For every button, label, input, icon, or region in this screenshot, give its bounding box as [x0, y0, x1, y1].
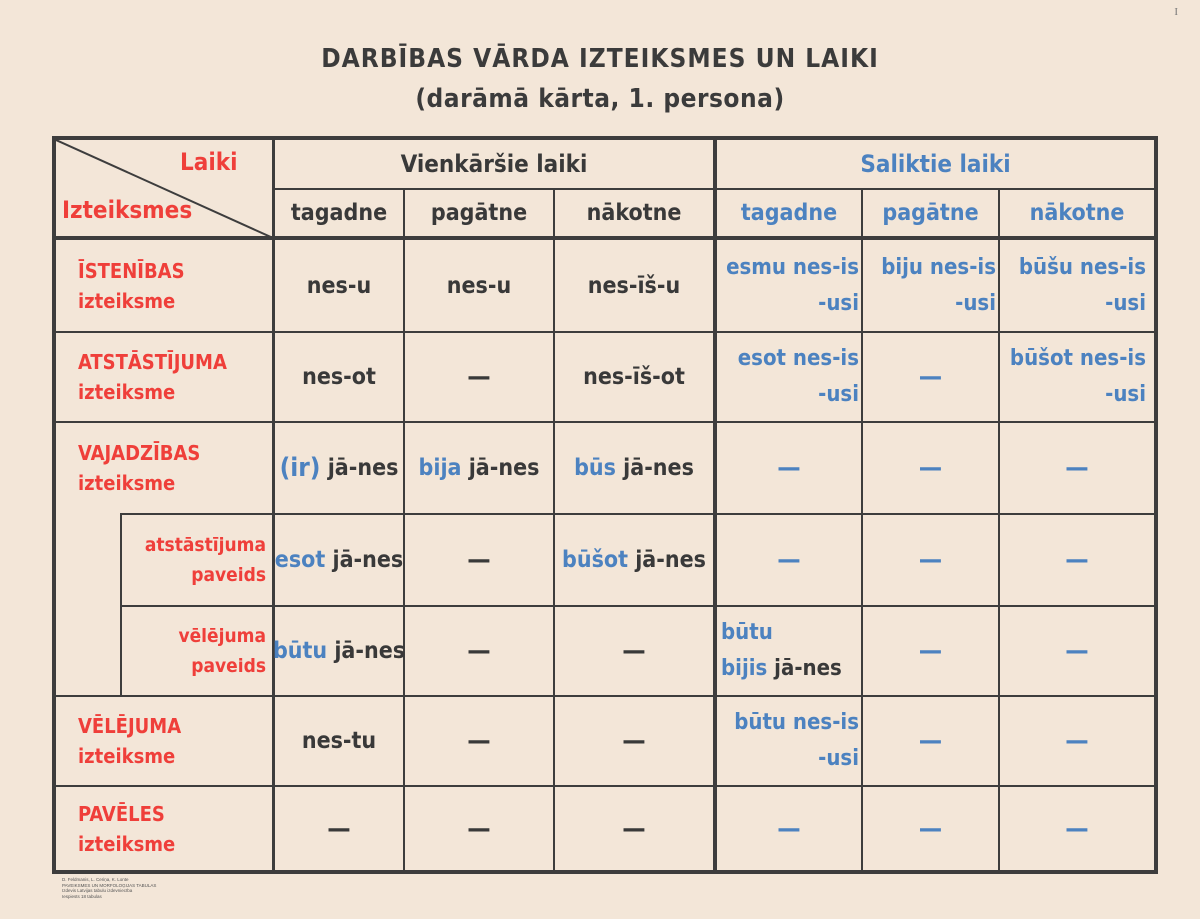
row-label-sub: izteiksme: [78, 744, 176, 768]
cell-value: [1000, 240, 1146, 331]
cell-value: [555, 515, 713, 605]
cell-value: [272, 607, 406, 695]
cell-value: [863, 240, 996, 331]
cell-part: esot: [274, 547, 326, 573]
footer-line: PAVEIKSMES UN MORFOLOĢIJAS TABULAS: [62, 882, 157, 888]
footer-line: Izdevis Latvijas tabulu izdevniecība: [62, 888, 133, 893]
row-label-conditional: [56, 697, 272, 785]
cell-part: jā-nes: [767, 656, 842, 681]
cell-dash: —: [777, 453, 801, 483]
header-simple-future: nākotne: [586, 200, 682, 226]
cell-dash: —: [1065, 726, 1089, 756]
cell-line: būšot nes-is: [1009, 346, 1146, 371]
cell-dash: —: [622, 726, 646, 756]
header-compound-future: nākotne: [1029, 200, 1125, 226]
cell-dash: —: [1065, 636, 1089, 666]
cell-dash: —: [467, 362, 491, 392]
cell-dash: —: [622, 636, 646, 666]
page-subtitle: (darāmā kārta, 1. persona): [415, 84, 785, 114]
header-compound-tenses: Saliktie laiki: [860, 150, 1011, 178]
cell-part: jā-nes: [628, 547, 706, 573]
cell-dash: —: [918, 362, 943, 392]
header-simple-tenses: Vienkāršie laiki: [400, 150, 588, 178]
header-simple-present: tagadne: [290, 200, 388, 226]
cell-value: nes-īš-u: [587, 272, 681, 299]
cell-line: -usi: [955, 290, 996, 316]
corner-mark: I: [1174, 6, 1178, 18]
row-label-main: VAJADZĪBAS: [78, 441, 201, 465]
publisher-footer: [62, 877, 156, 899]
row-label-sub: izteiksme: [78, 380, 176, 404]
row-label-conditional-debitive: [122, 607, 272, 695]
cell-line: esot nes-is: [737, 346, 859, 371]
cell-line: -usi: [818, 382, 859, 407]
cell-value: [1000, 333, 1146, 421]
row-label-main: VĒLĒJUMA: [78, 714, 182, 738]
cell-value: [717, 333, 859, 421]
cell-line: esmu nes-is: [726, 254, 859, 280]
cell-line: būšu nes-is: [1018, 254, 1146, 280]
cell-dash: —: [467, 726, 491, 756]
cell-line: -usi: [818, 746, 859, 771]
conjugation-table: [52, 136, 1158, 874]
cell-part: jā-nes: [615, 455, 694, 481]
cell-dash: —: [918, 813, 943, 844]
cell-value: [717, 240, 859, 331]
cell-dash: —: [1065, 813, 1089, 844]
cell-part: bijis: [721, 656, 768, 681]
cell-line: -usi: [1105, 382, 1146, 407]
cell-value: [275, 515, 403, 605]
cell-dash: —: [918, 453, 943, 483]
cell-dash: —: [777, 813, 801, 844]
corner-label-moods: Izteiksmes: [62, 196, 193, 224]
cell-part: jā-nes: [320, 455, 399, 481]
footer-line: D. Feldmanis, L. Ceriņa, K. Lonte: [62, 877, 129, 882]
cell-part: (ir): [279, 453, 321, 483]
header-simple-past: pagātne: [430, 200, 528, 226]
cell-dash: —: [918, 636, 943, 666]
row-label-sub: izteiksme: [78, 471, 176, 495]
row-label-imperative: [56, 787, 272, 870]
cell-dash: —: [918, 545, 943, 575]
row-label-main: atstāstījuma: [144, 534, 266, 556]
row-label-sub: izteiksme: [78, 831, 176, 856]
cell-part: būtu: [272, 638, 328, 664]
corner-label-tenses: Laiki: [180, 148, 238, 176]
cell-value: [555, 423, 713, 513]
cell-part: jā-nes: [327, 638, 406, 664]
cell-dash: —: [467, 813, 491, 844]
cell-value: nes-ot: [302, 364, 376, 390]
cell-dash: —: [467, 545, 491, 575]
cell-value: nes-īš-ot: [583, 364, 685, 390]
cell-line: -usi: [1105, 290, 1146, 316]
row-label-sub: izteiksme: [78, 288, 176, 313]
cell-part: būšot: [562, 547, 629, 573]
cell-line: -usi: [818, 290, 859, 316]
cell-part: jā-nes: [461, 455, 540, 481]
cell-part: jā-nes: [325, 547, 404, 573]
cell-value: [717, 697, 859, 785]
row-label-main: vēlējuma: [178, 625, 266, 647]
row-label-renarrative: [56, 333, 272, 421]
row-label-renarrative-debitive: [122, 515, 272, 605]
cell-line: būtu nes-is: [734, 710, 859, 735]
row-label-debitive: [56, 423, 272, 513]
cell-dash: —: [918, 726, 943, 756]
row-label-main: ATSTĀSTĪJUMA: [78, 350, 227, 374]
row-label-main: ĪSTENĪBAS: [78, 258, 185, 283]
cell-value: nes-u: [446, 272, 512, 299]
cell-value: nes-u: [306, 272, 372, 299]
page-title: DARBĪBAS VĀRDA IZTEIKSMES UN LAIKI: [321, 44, 879, 74]
footer-line: Iespiests 18 tabulas: [62, 893, 102, 899]
cell-dash: —: [1065, 545, 1089, 575]
cell-line: biju nes-is: [881, 254, 996, 280]
cell-value: [275, 423, 403, 513]
cell-dash: —: [467, 636, 491, 666]
cell-line: būtu: [721, 620, 773, 645]
cell-dash: —: [777, 545, 801, 575]
cell-part: būs: [574, 455, 616, 481]
cell-dash: —: [1065, 453, 1089, 483]
cell-dash: —: [327, 813, 351, 844]
row-label-sub: paveids: [191, 564, 266, 586]
cell-dash: —: [622, 813, 646, 844]
cell-value: [717, 607, 861, 695]
row-label-indicative: [56, 240, 272, 331]
header-compound-past: pagātne: [882, 200, 979, 226]
row-label-main: PAVĒLES: [78, 801, 165, 826]
cell-part: bija: [418, 455, 462, 481]
cell-value: nes-tu: [301, 728, 377, 754]
row-label-sub: paveids: [191, 655, 266, 677]
cell-value: [405, 423, 553, 513]
header-compound-present: tagadne: [740, 200, 838, 226]
